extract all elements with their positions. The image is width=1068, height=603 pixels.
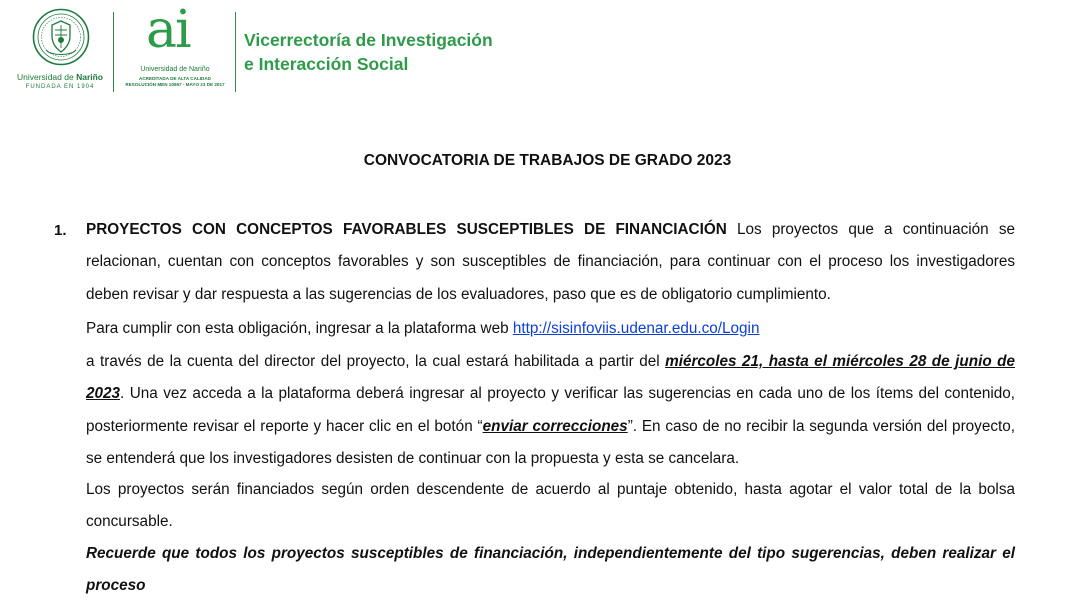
paragraph-instructions-text-c: ”. En caso de no recibir la segunda versión del proyecto, se entenderá que los investigadores desisten de continuar con la propuesta y esta se cancelara.: [86, 417, 1015, 467]
header-divider: [235, 12, 236, 92]
vicerrectoria-title-line-1: Vicerrectoría de Investigación: [244, 30, 493, 50]
university-seal-icon: [32, 8, 90, 66]
paragraph-instructions-text-a: a través de la cuenta del director del proyecto, la cual estará habilitada a partir del: [86, 353, 666, 370]
paragraph-financing-text: Los proyectos serán financiados según orden descendente de acuerdo al puntaje obtenido, hasta agotar el valor total de la bolsa concursable.: [86, 481, 1015, 531]
paragraph-platform-text: Para cumplir con esta obligación, ingresar a la plataforma web: [86, 320, 513, 337]
section-number: 1.: [54, 222, 67, 239]
paragraph-platform: [86, 313, 1015, 345]
page-header: [0, 0, 1068, 100]
paragraph-intro-text: Los proyectos que a continuación se relacionan, cuentan con conceptos favorables y son susceptibles de financiación, para continuar con el proceso los investigadores deben revisar y dar respuesta a las sugerencias de los evaluadores, paso que es de obligatorio cumplimiento.: [86, 221, 1015, 303]
paragraph-intro: [86, 214, 1015, 311]
header-divider: [113, 12, 114, 92]
paragraph-instructions: [86, 346, 1015, 475]
vicerrectoria-title: [244, 28, 493, 76]
ai-logo: [122, 0, 228, 94]
enviar-correcciones-label: enviar correcciones: [482, 417, 628, 435]
ai-letters: ai: [146, 0, 190, 60]
section-heading: PROYECTOS CON CONCEPTOS FAVORABLES SUSCEPTIBLES DE FINANCIACIÓN: [86, 221, 727, 238]
ai-university-name: Universidad de Nariño: [140, 66, 210, 73]
ai-accreditation-line-2: RESOLUCIÓN MEN 10567 - MAYO 23 DE 2017: [125, 82, 225, 87]
vicerrectoria-title-line-2: e Interacción Social: [244, 54, 409, 74]
ai-accreditation-line-1: ACREDITADA DE ALTA CALIDAD: [139, 76, 211, 81]
paragraph-instructions-text-b: . Una vez acceda a la plataforma deberá ingresar al proyecto y verificar las sugerencias en cada uno de los ítems del contenido, posteriormente revisar el reporte y hacer clic en el botón “: [86, 385, 1015, 435]
paragraph-reminder-text: Recuerde que todos los proyectos susceptibles de financiación, independientemente del tipo sugerencias, deben realizar el proceso: [86, 545, 1015, 595]
document-title: CONVOCATORIA DE TRABAJOS DE GRADO 2023: [363, 152, 732, 169]
paragraph-financing: [86, 474, 1015, 539]
platform-login-link[interactable]: http://sisinfoviis.udenar.edu.co/Login: [512, 320, 760, 337]
paragraph-reminder: [86, 538, 1015, 603]
university-name: Universidad de Nariño: [17, 72, 103, 82]
university-founded: FUNDADA EN 1904: [25, 84, 95, 90]
universidad-de-narino-logo: [14, 8, 106, 96]
deadline-dates: miércoles 21, hasta el miércoles 28 de junio de 2023: [86, 353, 1015, 403]
